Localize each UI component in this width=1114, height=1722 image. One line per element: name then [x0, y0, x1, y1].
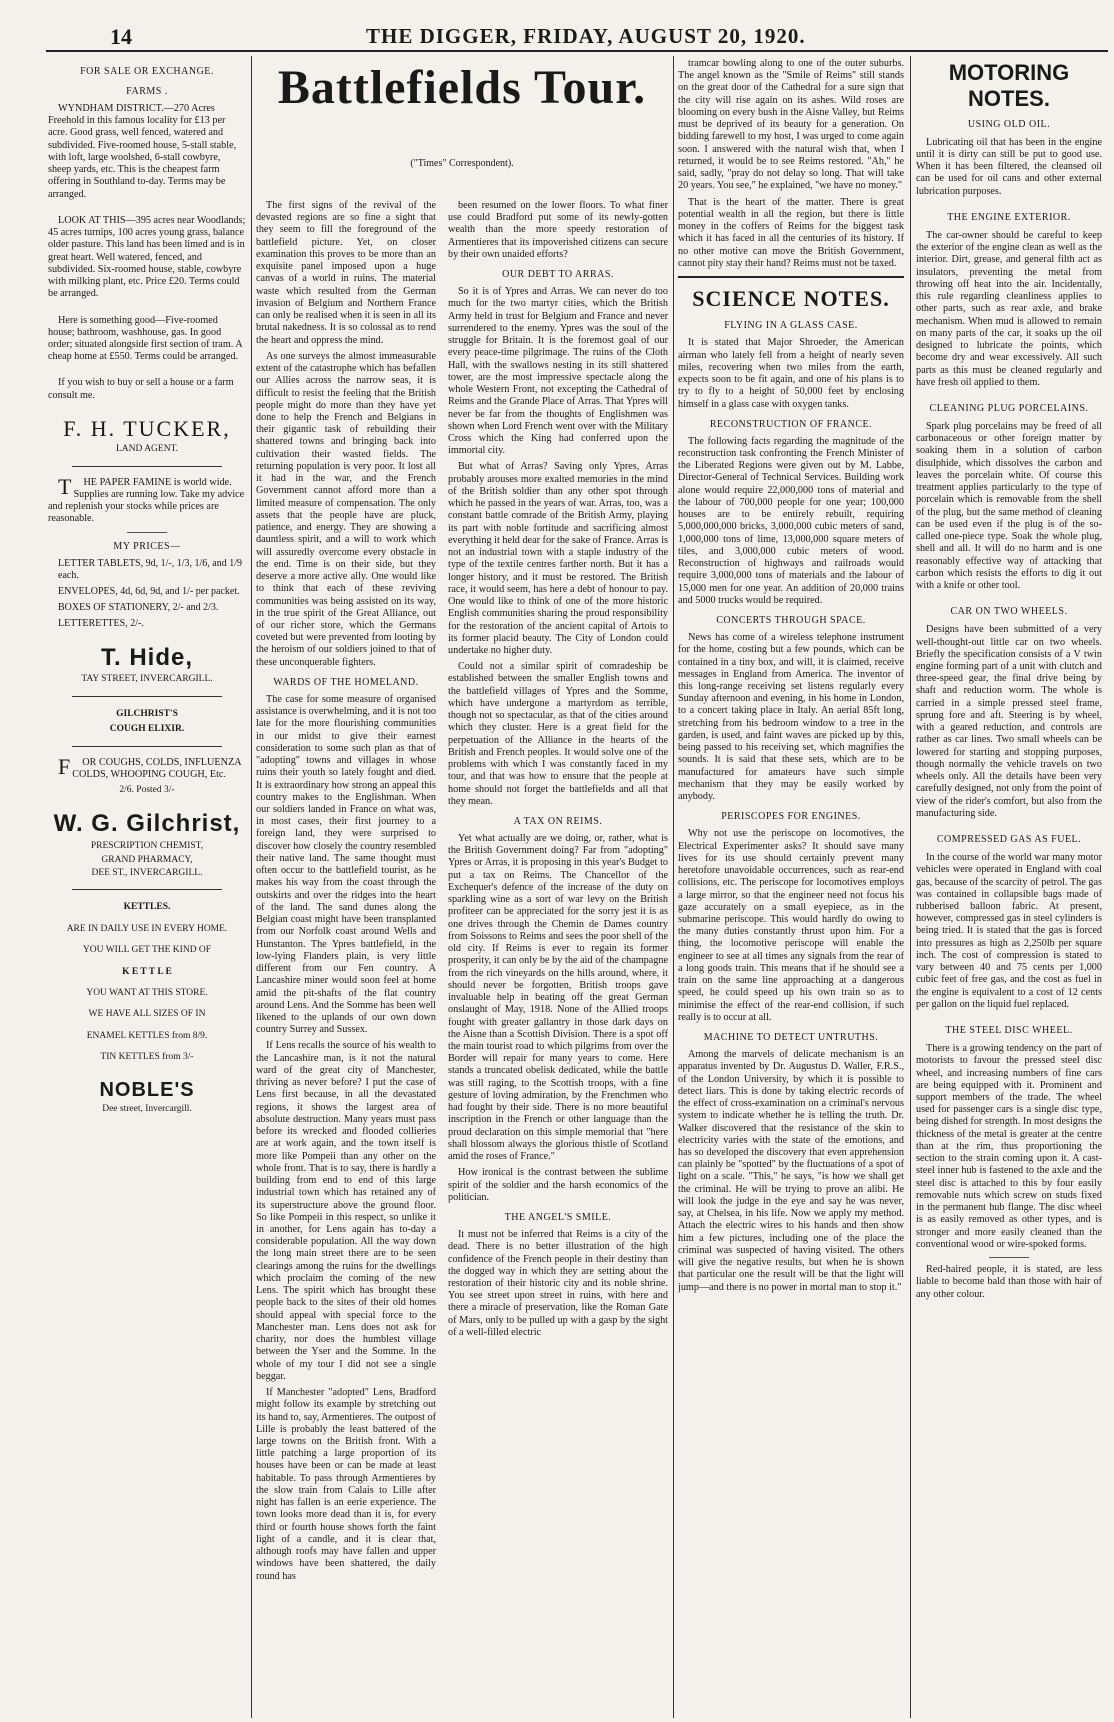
- subheading: THE ENGINE EXTERIOR.: [947, 211, 1071, 223]
- section-title: FOR SALE OR EXCHANGE.: [80, 66, 214, 77]
- paper-ad: THE PAPER FAMINE is world wide. Supplies are running low. Take my advice and replenish your stocks while prices are reasonable.: [48, 473, 245, 525]
- science-column: [678, 58, 904, 1718]
- paragraph: The following facts regarding the magnitude of the reconstruction task confronting the French Minister of the Liberated Regions were given out by M. Labbe, Director-General of Technical Services. Building work alone would require 22,000,000 tons of material and the labour of 700,000 people for one year; 100,000 houses are to be entirely rebuilt, requiring 5,000,000,000 bricks, 3,000,000 cubic meters of sand, 1,000,000 tons of lime, 13,000,000 square meters of tiles, and 3,000,000 cubic meters of wood. Reconstruction of highways and railroads would require 3,000,000 tons of materials and the labour of 15,000 men for one year. An addition of 20,000 trains and 5000 trucks would be required.: [678, 435, 904, 606]
- hide-address: TAY STREET, INVERCARGILL.: [81, 674, 213, 685]
- house-ad: Here is something good—Five-roomed house; bathroom, washhouse, gas. In good order; situated alongside first section of tram. A cheap home at £550. Terms could be arranged.: [48, 314, 243, 363]
- column-rule: [251, 56, 252, 1718]
- kettles-line: ARE IN DAILY USE IN EVERY HOME.: [66, 923, 228, 934]
- paragraph: How ironical is the contrast between the sublime spirit of the soldier and the harsh economics of the politician.: [448, 1167, 668, 1203]
- kettles-title: KETTLES.: [123, 902, 171, 913]
- subheading: CAR ON TWO WHEELS.: [950, 606, 1068, 618]
- subheading: MACHINE TO DETECT UNTRUTHS.: [703, 1032, 879, 1044]
- subheading: THE ANGEL'S SMILE.: [504, 1212, 612, 1224]
- kettles-line: ENAMEL KETTLES from 8/9.: [86, 1030, 208, 1041]
- price-item: ENVELOPES, 4d, 6d, 9d, and 1/- per packet.: [58, 585, 240, 597]
- paragraph: But what of Arras? Saving only Ypres, Arras probably arouses more exalted memories in the mind of the British soldier than any other spot through which he passed in the years of war. Arras, too, was a constant battle comrade of the British Army, playing its part with noble fortitude and sacrificing almost everything it held dear for the sake of France. Arras is not an industrial town with a staple industry of the type of the textile centres farther north. But it has a longer history, and it must be restored. The British race, it would seem, has here a debt of honour to pay. One would like to think of one of the more historic English communities sharing the proud responsibility for the restoration of the ancient capital of Artois to its former placid beauty. The City of London could undertake no higher duty.: [448, 461, 668, 656]
- subheading: USING OLD OIL.: [967, 118, 1051, 130]
- price-item: BOXES OF STATIONERY, 2/- and 2/3.: [58, 601, 219, 613]
- paragraph: tramcar bowling along to one of the outer suburbs. The angel known as the "Smile of Reims" still stands on the great door of the Cathedral for a sure sign that the city will rise again on its ashes. Wild roses are blooming on every bush in the Aisne Valley, but Reims must be deprived of its beauty for a generation. On bidding farewell to my host, I was urged to come again soon. I answered with the natural wish that, when I returned, it would be to see Reims restored. "Ah," he said, sadly, "pray do not delay so long. That will take 20 years. You see," he explained, "we have no money.": [678, 58, 904, 192]
- subsection-title: FARMS .: [126, 86, 168, 97]
- paragraph: The first signs of the revival of the devasted regions are so fine a sight that they seem to fill the foreground of the battlefield picture. Yet, on closer examination this proves to be more than an exquisite panel imposed upon a huge canvas of a world in ruins. The material waste which resulted from the German invasion of Belgium and Northern France can only be realised when it is seen in all its brutal nakedness. It is so colossal as to rend the heart and oppress the mind.: [256, 200, 436, 346]
- paragraph: The case for some measure of organised assistance is overwhelming, and it is not too late for the more flourishing communities in our midst to give their earnest consideration to some such plan as that of "adopting" towns and villages in whose ruins their youth so lately fought and died. It is extraordinary how strong an appeal this country makes to the Englishman. When our soldiers landed in France on what was, in most cases, their first journey to a foreign land, they were surprised to discover how closely the country resembled their native land. The same thought must often occur to the battlefield tourist, as he makes his way from the coast through the outskirts and over the ridges into the heart of the land. The sand dunes along the Belgian coast might have been transplanted from our Norfolk coast around Wells and Hunstanton. The Ypres battlefield, in the low-lying Flanders plain, is very little different from our Fen country. A Lancashire miner would soon feel at home amid the pit-shafts of the flat country around Lens. And the Somme has been well likened to the uplands of our own down country Surrey and Sussex.: [256, 693, 436, 1036]
- agent-name: F. H. TUCKER,: [63, 415, 231, 441]
- subheading: WARDS OF THE HOMELAND.: [273, 676, 419, 688]
- paragraph: If Manchester "adopted" Lens, Bradford might follow its example by stretching out its hand to, say, Armentieres. The outpost of Lille is probably the least battered of the large towns on the British front. With a little patching a large proportion of its houses have been or can be made at least habitable. To pass through Armentieres by the slow train from Calais to Lille after night has fallen is an eerie experience. The town looks more dead than it is, for every third or fourth house shows forth the faint light of a candle, and it is clear that, although roofs may have fallen and upper windows have been shattered, the daily round has: [256, 1387, 436, 1582]
- subheading: THE STEEL DISC WHEEL.: [945, 1025, 1073, 1037]
- subheading: CLEANING PLUG PORCELAINS.: [929, 403, 1089, 414]
- paragraph: So it is of Ypres and Arras. We can never do too much for the two martyr cities, which the British Army held in trust for Belgium and France and never surrendered to the enemy. Ypres was the soul of the struggle for Britain. It is the foremost goal of our every peace-time pilgrimage. The ruins of the Cloth Hall, with the swallows nesting in its still shattered tower, are the most impressive spectacle along the whole Western Front, not excepting the Cathedral of Reims and the Grande Place of Arras. That Ypres will never be far from the thoughts of Englishmen was shown when Lord French went over with the Military Cross which the King had conferred upon the immortal city.: [448, 286, 668, 457]
- masthead: THE DIGGER, FRIDAY, AUGUST 20, 1920.: [366, 24, 806, 48]
- gilchrist-line: PRESCRIPTION CHEMIST,: [90, 841, 204, 852]
- ads-column: [48, 58, 246, 1718]
- price-item: LETTERETTES, 2/-.: [58, 617, 144, 629]
- divider: [72, 746, 222, 747]
- paragraph: That is the heart of the matter. There is great potential wealth in all the region, but there is little money in the coffers of Reims for the biggest task which it has faced in all the centuries of its history. If no other motive can move the British Government, cannot pity stay their hand? Reims must not be taxed.: [678, 196, 904, 269]
- kettles-line: YOU WILL GET THE KIND OF: [82, 945, 212, 956]
- paragraph: Red-haired people, it is stated, are less liable to become bald than those with hair of any other colour.: [916, 1264, 1102, 1300]
- gilchrist-title: GILCHRIST'S: [116, 708, 178, 719]
- kettles-line: YOU WANT AT THIS STORE.: [86, 988, 208, 998]
- gilchrist-name: W. G. Gilchrist,: [53, 810, 241, 838]
- nobles-name: NOBLE'S: [99, 1078, 195, 1101]
- page-number: 14: [110, 24, 132, 49]
- divider: [989, 1257, 1029, 1258]
- paragraph: It is stated that Major Shroeder, the American airman who lately fell from a height of nearly seven miles, recovering when two miles from the earth, expects soon to be fit again, and one of his plans is to try to fly to a height of 50,000 feet by enclosing himself in a glass case with oxygen tanks.: [678, 337, 904, 410]
- kettles-line: WE HAVE ALL SIZES OF IN: [88, 1009, 206, 1020]
- article-column: [256, 200, 436, 1718]
- article-column: [448, 200, 668, 1718]
- prices-title: MY PRICES—: [113, 540, 181, 552]
- column-rule: [910, 56, 911, 1718]
- farm-ad: LOOK AT THIS—395 acres near Woodlands; 45 acres turnips, 100 acres young grass, balance older pasture. This land has been limed and is in great heart. Well watered, fenced, and subdivided. Six-roomed house, stable, cowbyre with milking plant, etc. Price £20. Terms could be arranged.: [48, 214, 246, 300]
- gilchrist-ad: FOR COUGHS, COLDS, INFLUENZA COLDS, WHOOPING COUGH, Etc.: [58, 753, 242, 780]
- science-title: SCIENCE NOTES.: [692, 285, 890, 311]
- paragraph: been resumed on the lower floors. To what finer use could Bradford put some of its newly-gotten wealth than the more speedy restoration of Armentieres that its impoverished citizens can secure by their own unaided efforts?: [448, 200, 668, 260]
- subheading: RECONSTRUCTION OF FRANCE.: [709, 418, 873, 430]
- divider: [127, 532, 167, 533]
- subheading: PERISCOPES FOR ENGINES.: [721, 811, 861, 823]
- gilchrist-price: 2/6. Posted 3/-: [119, 785, 175, 796]
- subheading: FLYING IN A GLASS CASE.: [724, 320, 858, 332]
- kettles-line: TIN KETTLES from 3/-: [100, 1052, 194, 1063]
- paragraph: It must not be inferred that Reims is a city of the dead. There is no better illustration of the high confidence of the French people in their destiny than the dogged way in which they are setting about the restoration of their historic city and its noble shrine. You see street upon street in ruins, with here and there a miracle of preservation, like the Roman Gate of Mars, only to be pulled up with a gasp by the sight of a well-filled electric: [448, 1229, 668, 1338]
- motoring-title: MOTORING NOTES.: [948, 60, 1070, 112]
- price-item: LETTER TABLETS, 9d, 1/-, 1/3, 1/6, and 1/9 each.: [58, 557, 242, 581]
- subheading: OUR DEBT TO ARRAS.: [502, 269, 614, 281]
- paragraph: News has come of a wireless telephone instrument for the home, costing but a few pounds, which can be contained in a tiny box, and will, it is claimed, receive messages in England from America. The inventor of this long-range receiving set listens regularly every Sunday afternoon and evening, in his home in London, to a concert taking place in Italy. An aerial 85ft long, stretching from his bedroom window to a tree in the garden, is used, and faint waves are picked up by this, being passed to his receiving set, which magnifies the sounds. It is said that these sets, which are to be manufactured for amateurs have such simple mechanism that they may be easily worked by anybody.: [678, 632, 904, 803]
- paragraph: Among the marvels of delicate mechanism is an apparatus invented by Dr. Augustus D. Waller, F.R.S., of the London University, by which it is possible to detect liars. This is done by taking electric records of the effect of cross-examination on a criminal's nervous system to indicate whether he is telling the truth. Dr. Walker discovered that the resistance of the skin to electricity varies with the state of the emotions, and has so developed the discovery that even apprehension can plainly be "spotted" by the fluctuations of a spot of light on a scale. "This," he says, "is how we shall get the criminal. He will be trying to prove an alibi. He will look the judge in the eye and say he was never, say, at Chelsea, in his life. Now we apply my method. Attach the electric wires to his hands and then show him a few pictures, including one of the place the criminal was suspected of having visited. The others will give the negative results, but when he is shown that particular one the result will be that the light will jump—and there is no power in mortal man to stop it.": [678, 1049, 904, 1293]
- farm-ad: WYNDHAM DISTRICT.—270 Acres Freehold in this famous locality for £13 per acre. Good grass, well fenced, watered and subdivided. Five-roomed house, 5-stall stable, with loft, large woolshed, 6-stall cowbyre, sheep yards, etc. This is the cheapest farm offering in Southland to-day. Terms may be arranged.: [48, 103, 237, 200]
- page-header: [46, 22, 1108, 52]
- paragraph: Why not use the periscope on locomotives, the Electrical Experimenter asks? It should save many lives for its use should certainly prevent many heretofore unavoidable occurrences, such as rear-end collisions, etc. The periscope for locomotives employs a large mirror, so that the engineer need not focus his gaze accurately on a small eyepiece, as in the submarine periscope. This would hardly do owing to the many duties constantly thrust upon him. For a thing, the locomotive periscope will enable the engineer to see at all times any signals from the rear of a long goods train. This means that if he should see a train on the same line approaching at a dangerous speed, he could speed up his own train so as to minimise the effect of the rear-end collision, if such really is to occur at all.: [678, 828, 904, 1023]
- paragraph: The car-owner should be careful to keep the exterior of the engine clean as well as the interior. Dirt, grease, and general filth act as insulators, preventing the metal from throwing off heat into the air. Incidentally, this rule regarding cleanliness applies to other parts, such as rear axle, and brake mechanism. When mud is allowed to remain on many parts of the car, it soaks up the oil designed to lubricate the points, which become dry and wear excessively. All such parts as this must be cleaned regularly and have fresh oil applied to them.: [916, 229, 1102, 388]
- subheading: COMPRESSED GAS AS FUEL.: [936, 834, 1082, 846]
- article-byline: ("Times" Correspondent).: [410, 158, 514, 169]
- agent-title: LAND AGENT.: [115, 444, 179, 455]
- paragraph: Designs have been submitted of a very well-thought-out little car on two wheels. Briefly the specification consists of a V twin engine forming part of a unit with clutch and three-speed gear, the final drive being by shaft and reduction worm. The whole is carried in a simple pressed steel frame, sprung fore and aft. Steering is by wheel, with a geared reduction, and controls are rather as car lines. Two small wheels can be lowered for starting and stopping purposes, though normally the vehicle travels on two wheels only. All the details have been very carefully designed, not only from the point of view of the rider's comfort, but also from the manufacturing side.: [916, 624, 1102, 819]
- paragraph: In the course of the world war many motor vehicles were operated in England with coal gas, because of the scarcity of petrol. The gas was contained in collapsible bags made of rubberised balloon fabric. At present, however, compressed gas in steel cylinders is being tried. It is stated that the gas is forced into pressures as high as 2,250lb per square inch. The cost of compression is stated to vary between 40 and 75 cents per 1,000 cubic feet of free gas, and the cost as fuel in the engine is equivalent to a cost of 12 cents per gallon on the liquid fuel replaced.: [916, 852, 1102, 1010]
- motoring-column: [916, 58, 1102, 1718]
- article-title: Battlefields Tour.: [277, 61, 647, 114]
- subheading: A TAX ON REIMS.: [513, 816, 603, 828]
- paragraph: Could not a similar spirit of comradeship be established between the smaller English towns and the battlefield villages of Ypres and the Somme, which have undergone a martyrdom as terrible, though not so spectacular, as that of the cities around which they cluster. Here is a great field for the perpetuation of the Alliance in the hearts of the British and French peoples. It would solve one of the problems with which I was constantly faced in my tour, and that was how to ensure that the people at home should not forget the battlefields and all that they mean.: [448, 661, 668, 807]
- divider: [72, 889, 222, 890]
- paragraph: If Lens recalls the source of his wealth to the Lancashire man, is it not the natural ward of the great city of Manchester, thriving as never before? I put the case of Lens first because, in all the devastated regions, it shows the largest area of absolute destruction. Many years must pass before its wrecked and flooded collieries are at work again, and the town itself is more like Pompeii than any other on the whole front. That is to say, there is hardly a building from end to end of this large industrial town which has retained any of its superstructure above the ground floor. So like Pompeii in this respect, so unlike it in another, for Lens again has to-day a considerable population. All the way down the long main street there are to be seen clearings among the ruins for the dwellings which proclaim the coming of the new Lens. The spirit which has brought these people back to the sites of their old homes should appeal with special force to the Manchester man. Lens does not ask for charity, nor does the humblest village between the Yser and the Somme. In the whole of my tour I did not see a single beggar.: [256, 1040, 436, 1382]
- paragraph: Lubricating oil that has been in the engine until it is dirty can still be put to good use. When it has been filtered, the cleansed oil can be used for oil cans and other external lubrication purposes.: [916, 136, 1102, 197]
- agent-note: If you wish to buy or sell a house or a farm consult me.: [48, 377, 234, 401]
- paragraph: Spark plug porcelains may be freed of all carbonaceous or other foreign matter by soaking them in a solution of carbon disulphide, which dissolves the carbon and leaves the porcelain white. Of course this treatment applies particularly to the type of porcelain which is removable from the shell of the plug, but the same method of cleaning can be used even if the plug is of the so-called one-piece type. Soak the whole plug, shell and all. It will do no harm and is one reasonably effective way of attacking that carbon which resists the efforts to dig it out with a knife or other tool.: [916, 421, 1102, 592]
- paragraph: As one surveys the almost immeasurable extent of the catastrophe which has befallen our Allies across the narrow seas, it is difficult to resist the feeling that the British people might do more than they have yet done to help the French and Belgians in their gigantic task of rebuilding their shattered towns and bringing back into cultivation their wasted fields. The returning population is very poor. It lost all it had in the war, and the French Government cannot afford more than a limited measure of compensation. The only assets that the people have are pluck, patience, and energy. They are showing a dauntless spirit, and a will to work which will assuredly overcome every obstacle in the end. Time is on their side, but they deserve a more active ally. One would like to think that each of these reviving communities was being assisted on its way, in the true spirit of the Great Alliance, out of our richer store, which the Germans coveted but were prevented from looting by the heroism of our soldiers joined to that of these unconquerable fighters.: [256, 350, 436, 668]
- gilchrist-line: GRAND PHARMACY,: [101, 854, 193, 865]
- hide-name: T. Hide,: [100, 643, 193, 671]
- gilchrist-line: DEE ST., INVERCARGILL.: [91, 868, 203, 879]
- nobles-address: Dee street, Invercargill.: [102, 1103, 192, 1114]
- column-rule: [673, 56, 674, 1718]
- kettles-line: K E T T L E: [122, 966, 172, 977]
- paragraph: Yet what actually are we doing, or, rather, what is the British Government doing? Far from "adopting" Ypres or Arras, it is proposing in this year's Budget to put a tax on Reims. The Chancellor of the Exchequer's defence of the increase of the duty on sparkling wine as a sort of war levy on the British profiteer can be appreciated for the sorry jest it is as one drives through the Chemin de Dames country from Soissons to Reims and sees the poor shell of the old city. If Reims is ever to regain its former prosperity, it can only be by the aid of the champagne from the rich vineyards on the hills around, where, it should never be forgotten, British troops gave invaluable help in beating off the great German onslaught of May, 1918. None of the Allied troops fought with greater gallantry in those dark days on the Aisne than a Scottish Division. There is a spot off the main tourist road to which pilgrims from over the Border will repair for many years to come. Here stands a truncated obelisk dedicated, while the battle was still raging, to the Scottish troops, with a fine gesture of loving admiration, by the Frenchmen who had fought by their side. There is no more beautiful inscription in the French or other language than the proud declaration on this simple memorial that "here shall blossom always the glorious thistle of Scotland amid the roses of France.": [448, 833, 668, 1163]
- divider: [72, 466, 222, 467]
- subheading: CONCERTS THROUGH SPACE.: [716, 615, 866, 627]
- divider: [72, 696, 222, 697]
- paragraph: There is a growing tendency on the part of motorists to favour the pressed steel disc wheel, and increasing numbers of fine cars are being equipped with it. Prominent and support members of the trade. The wheel used for passenger cars is a single disc type, being dished for strength. In most designs the thickness of the metal is greater at the centre than at the rim, thus proportioning the section to the strain coming upon it. A cast-steel inner hub is fastened to the axle and the steel disc is attached to this by four easily removable nuts which screw on studs fixed in the permanent hub flange. The disc wheel is as easily removed as other types, and is stronger and more easily cleaned than the conventional wood or wire-spoked forms.: [916, 1043, 1102, 1250]
- gilchrist-subtitle: COUGH ELIXIR.: [109, 724, 185, 735]
